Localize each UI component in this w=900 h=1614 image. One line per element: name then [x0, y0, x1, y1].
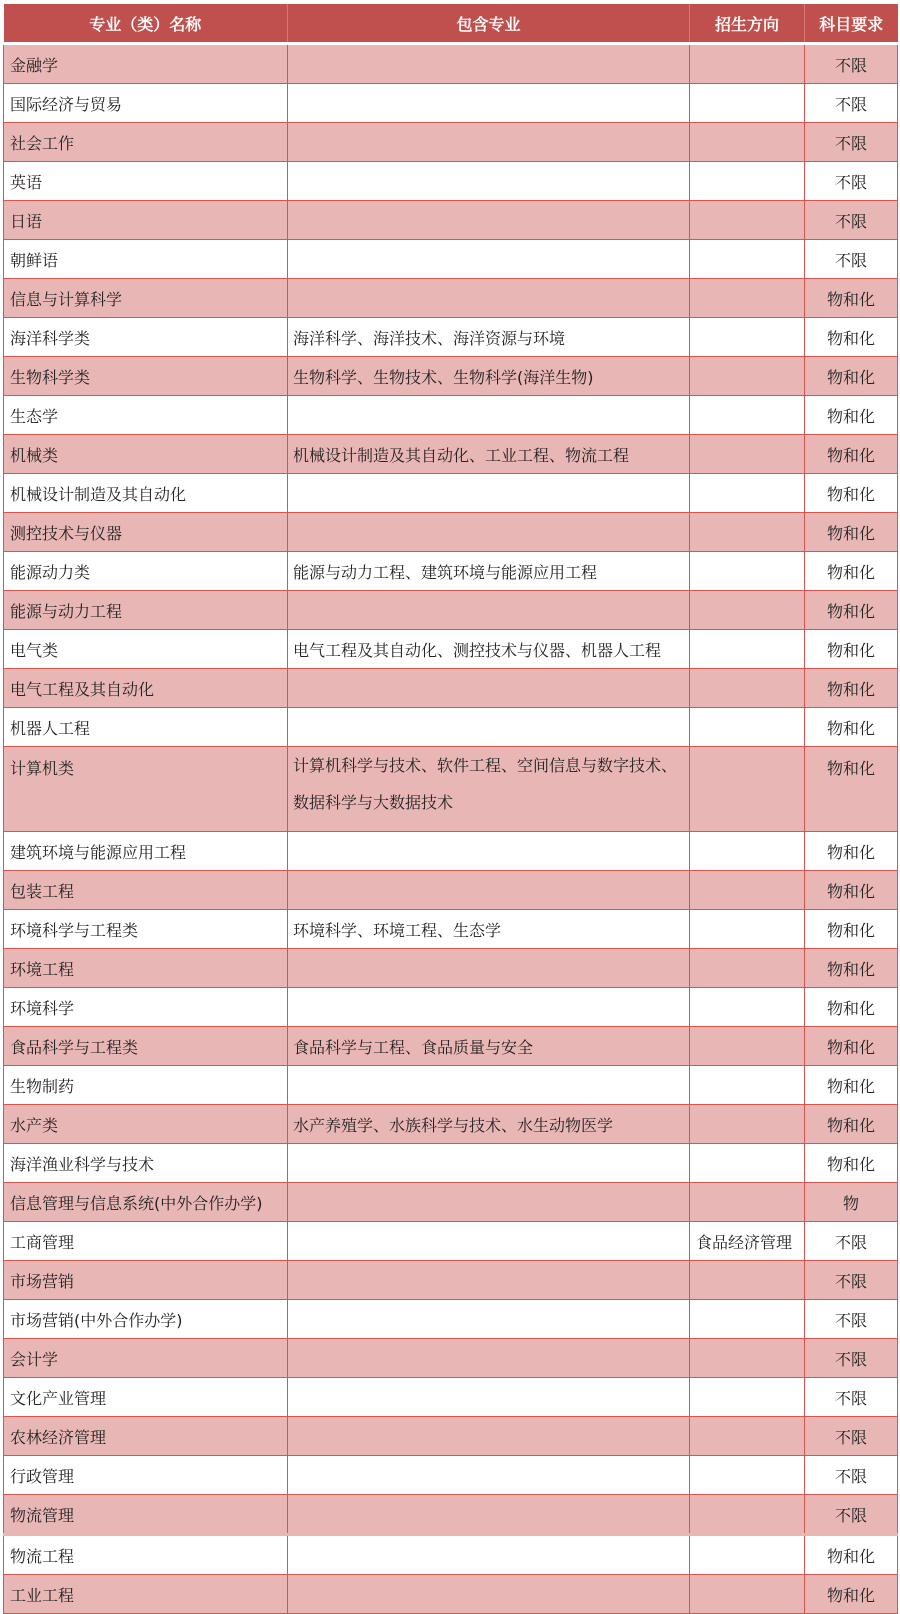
major-name-cell: 朝鲜语 [4, 240, 288, 279]
major-name-cell: 市场营销 [4, 1261, 288, 1300]
included-majors-cell [288, 988, 690, 1027]
included-majors-cell [288, 871, 690, 910]
enrollment-direction-cell [690, 1300, 805, 1339]
included-majors-cell: 计算机科学与技术、软件工程、空间信息与数字技术、数据科学与大数据技术 [288, 747, 690, 832]
major-name-cell: 英语 [4, 162, 288, 201]
subject-requirement-cell: 物和化 [805, 1144, 898, 1183]
subject-requirement-cell: 物和化 [805, 552, 898, 591]
enrollment-direction-cell [690, 1183, 805, 1222]
included-majors-cell [288, 44, 690, 84]
subject-requirement-cell: 不限 [805, 1378, 898, 1417]
major-name-cell: 包装工程 [4, 871, 288, 910]
included-majors-cell [288, 1261, 690, 1300]
enrollment-direction-cell [690, 630, 805, 669]
subject-requirement-cell: 物和化 [805, 318, 898, 357]
subject-requirement-cell: 物和化 [805, 279, 898, 318]
subject-requirement-cell: 物和化 [805, 747, 898, 832]
subject-requirement-cell: 物和化 [805, 474, 898, 513]
subject-requirement-cell: 不限 [805, 84, 898, 123]
major-name-cell: 电气工程及其自动化 [4, 669, 288, 708]
enrollment-direction-cell [690, 1575, 805, 1614]
major-name-cell: 工商管理 [4, 1222, 288, 1261]
major-name-cell: 建筑环境与能源应用工程 [4, 832, 288, 871]
subject-requirement-cell: 物和化 [805, 871, 898, 910]
major-name-cell: 能源动力类 [4, 552, 288, 591]
major-name-cell: 环境科学与工程类 [4, 910, 288, 949]
included-majors-cell [288, 1535, 690, 1575]
table-row [4, 832, 898, 871]
table-row [4, 1222, 898, 1261]
table-row [4, 1066, 898, 1105]
included-majors-cell [288, 240, 690, 279]
table-row [4, 123, 898, 162]
major-name-cell: 生物制药 [4, 1066, 288, 1105]
subject-requirement-cell: 不限 [805, 123, 898, 162]
table-row [4, 871, 898, 910]
subject-requirement-cell: 物 [805, 1183, 898, 1222]
table-row [4, 1495, 898, 1535]
subject-requirement-cell: 不限 [805, 1495, 898, 1535]
table-row [4, 591, 898, 630]
major-name-cell: 日语 [4, 201, 288, 240]
table-row [4, 1456, 898, 1495]
enrollment-direction-cell [690, 1105, 805, 1144]
subject-requirement-cell: 物和化 [805, 1535, 898, 1575]
subject-requirement-cell: 不限 [805, 44, 898, 84]
table-row [4, 435, 898, 474]
major-name-cell: 测控技术与仪器 [4, 513, 288, 552]
table-row [4, 1105, 898, 1144]
table-row [4, 318, 898, 357]
enrollment-direction-cell [690, 44, 805, 84]
major-name-cell: 机械类 [4, 435, 288, 474]
subject-requirement-cell: 物和化 [805, 396, 898, 435]
table-row [4, 669, 898, 708]
table-row [4, 1183, 898, 1222]
enrollment-direction-cell [690, 1066, 805, 1105]
subject-requirement-cell: 物和化 [805, 513, 898, 552]
included-majors-cell [288, 162, 690, 201]
table-row [4, 357, 898, 396]
table-row [4, 279, 898, 318]
included-majors-cell [288, 84, 690, 123]
subject-requirement-cell: 物和化 [805, 1105, 898, 1144]
enrollment-direction-cell [690, 910, 805, 949]
included-majors-cell [288, 396, 690, 435]
included-majors-cell [288, 123, 690, 162]
enrollment-direction-cell [690, 201, 805, 240]
included-majors-cell: 生物科学、生物技术、生物科学(海洋生物) [288, 357, 690, 396]
major-name-cell: 行政管理 [4, 1456, 288, 1495]
subject-requirement-cell: 不限 [805, 162, 898, 201]
included-majors-cell [288, 1456, 690, 1495]
major-name-cell: 水产类 [4, 1105, 288, 1144]
header-row [4, 4, 898, 44]
enrollment-direction-cell [690, 1378, 805, 1417]
major-name-cell: 机械设计制造及其自动化 [4, 474, 288, 513]
included-majors-cell [288, 708, 690, 747]
included-majors-cell [288, 1066, 690, 1105]
included-majors-cell [288, 1495, 690, 1535]
included-majors-cell [288, 279, 690, 318]
enrollment-direction-cell [690, 1535, 805, 1575]
enrollment-direction-cell [690, 474, 805, 513]
table-row [4, 1339, 898, 1378]
table-row [4, 1144, 898, 1183]
major-name-cell: 金融学 [4, 44, 288, 84]
enrollment-direction-cell [690, 279, 805, 318]
enrollment-direction-cell [690, 1495, 805, 1535]
included-majors-cell: 食品科学与工程、食品质量与安全 [288, 1027, 690, 1066]
major-name-cell: 环境科学 [4, 988, 288, 1027]
header-name: 专业（类）名称 [4, 4, 288, 44]
included-majors-cell: 机械设计制造及其自动化、工业工程、物流工程 [288, 435, 690, 474]
table-row [4, 84, 898, 123]
subject-requirement-cell: 物和化 [805, 1027, 898, 1066]
enrollment-direction-cell [690, 1417, 805, 1456]
enrollment-direction-cell [690, 832, 805, 871]
included-majors-cell [288, 832, 690, 871]
included-majors-cell [288, 513, 690, 552]
major-name-cell: 电气类 [4, 630, 288, 669]
major-name-cell: 物流工程 [4, 1535, 288, 1575]
table-row [4, 474, 898, 513]
enrollment-direction-cell [690, 240, 805, 279]
header-requirement: 科目要求 [805, 4, 898, 44]
subject-requirement-cell: 物和化 [805, 832, 898, 871]
enrollment-direction-cell [690, 949, 805, 988]
enrollment-direction-cell [690, 396, 805, 435]
enrollment-direction-cell: 食品经济管理 [690, 1222, 805, 1261]
subject-requirement-cell: 不限 [805, 1456, 898, 1495]
included-majors-cell [288, 669, 690, 708]
table-row [4, 396, 898, 435]
major-name-cell: 工业工程 [4, 1575, 288, 1614]
table-row [4, 1417, 898, 1456]
enrollment-direction-cell [690, 84, 805, 123]
subject-requirement-cell: 物和化 [805, 949, 898, 988]
included-majors-cell [288, 1144, 690, 1183]
major-name-cell: 能源与动力工程 [4, 591, 288, 630]
subject-requirement-cell: 不限 [805, 1261, 898, 1300]
enrollment-direction-cell [690, 552, 805, 591]
subject-requirement-cell: 不限 [805, 1222, 898, 1261]
major-name-cell: 信息管理与信息系统(中外合作办学) [4, 1183, 288, 1222]
major-name-cell: 文化产业管理 [4, 1378, 288, 1417]
subject-requirement-cell: 物和化 [805, 708, 898, 747]
subject-requirement-cell: 不限 [805, 1339, 898, 1378]
table-row [4, 1261, 898, 1300]
major-name-cell: 海洋科学类 [4, 318, 288, 357]
included-majors-cell [288, 1339, 690, 1378]
enrollment-direction-cell [690, 1261, 805, 1300]
major-name-cell: 环境工程 [4, 949, 288, 988]
major-name-cell: 计算机类 [4, 747, 288, 832]
enrollment-direction-cell [690, 669, 805, 708]
table-row [4, 44, 898, 84]
subject-requirement-cell: 不限 [805, 1417, 898, 1456]
majors-table [3, 4, 898, 1614]
included-majors-cell: 环境科学、环境工程、生态学 [288, 910, 690, 949]
table-row [4, 910, 898, 949]
subject-requirement-cell: 物和化 [805, 988, 898, 1027]
included-majors-cell [288, 201, 690, 240]
included-majors-cell: 水产养殖学、水族科学与技术、水生动物医学 [288, 1105, 690, 1144]
major-name-cell: 会计学 [4, 1339, 288, 1378]
included-majors-cell: 电气工程及其自动化、测控技术与仪器、机器人工程 [288, 630, 690, 669]
table-row [4, 1535, 898, 1575]
table-row [4, 1575, 898, 1614]
major-name-cell: 物流管理 [4, 1495, 288, 1535]
table-body [4, 44, 898, 1614]
subject-requirement-cell: 物和化 [805, 357, 898, 396]
major-name-cell: 农林经济管理 [4, 1417, 288, 1456]
enrollment-direction-cell [690, 123, 805, 162]
included-majors-cell: 海洋科学、海洋技术、海洋资源与环境 [288, 318, 690, 357]
subject-requirement-cell: 物和化 [805, 910, 898, 949]
major-name-cell: 机器人工程 [4, 708, 288, 747]
table-row [4, 513, 898, 552]
included-majors-cell [288, 1300, 690, 1339]
enrollment-direction-cell [690, 318, 805, 357]
enrollment-direction-cell [690, 1144, 805, 1183]
included-majors-cell [288, 1378, 690, 1417]
enrollment-direction-cell [690, 988, 805, 1027]
header-direction: 招生方向 [690, 4, 805, 44]
table-row [4, 240, 898, 279]
major-name-cell: 海洋渔业科学与技术 [4, 1144, 288, 1183]
enrollment-direction-cell [690, 357, 805, 396]
major-name-cell: 市场营销(中外合作办学) [4, 1300, 288, 1339]
subject-requirement-cell: 不限 [805, 240, 898, 279]
table-row [4, 201, 898, 240]
major-name-cell: 国际经济与贸易 [4, 84, 288, 123]
included-majors-cell [288, 1183, 690, 1222]
subject-requirement-cell: 物和化 [805, 1575, 898, 1614]
subject-requirement-cell: 不限 [805, 1300, 898, 1339]
included-majors-cell [288, 949, 690, 988]
table-row [4, 949, 898, 988]
major-name-cell: 食品科学与工程类 [4, 1027, 288, 1066]
enrollment-direction-cell [690, 708, 805, 747]
table-row [4, 1027, 898, 1066]
subject-requirement-cell: 物和化 [805, 591, 898, 630]
included-majors-cell [288, 1417, 690, 1456]
major-name-cell: 社会工作 [4, 123, 288, 162]
enrollment-direction-cell [690, 435, 805, 474]
enrollment-direction-cell [690, 162, 805, 201]
included-majors-cell [288, 1575, 690, 1614]
table-row [4, 630, 898, 669]
included-majors-cell [288, 474, 690, 513]
enrollment-direction-cell [690, 1456, 805, 1495]
enrollment-direction-cell [690, 747, 805, 832]
table-row [4, 708, 898, 747]
table-row [4, 552, 898, 591]
major-name-cell: 信息与计算科学 [4, 279, 288, 318]
enrollment-direction-cell [690, 513, 805, 552]
subject-requirement-cell: 不限 [805, 201, 898, 240]
subject-requirement-cell: 物和化 [805, 630, 898, 669]
enrollment-direction-cell [690, 1027, 805, 1066]
major-name-cell: 生态学 [4, 396, 288, 435]
enrollment-direction-cell [690, 871, 805, 910]
included-majors-cell [288, 1222, 690, 1261]
included-majors-cell: 能源与动力工程、建筑环境与能源应用工程 [288, 552, 690, 591]
included-majors-cell [288, 591, 690, 630]
table-row [4, 988, 898, 1027]
subject-requirement-cell: 物和化 [805, 1066, 898, 1105]
table-row [4, 747, 898, 832]
enrollment-direction-cell [690, 1339, 805, 1378]
table-row [4, 162, 898, 201]
subject-requirement-cell: 物和化 [805, 669, 898, 708]
major-name-cell: 生物科学类 [4, 357, 288, 396]
subject-requirement-cell: 物和化 [805, 435, 898, 474]
table-row [4, 1378, 898, 1417]
table-row [4, 1300, 898, 1339]
enrollment-direction-cell [690, 591, 805, 630]
header-includes: 包含专业 [288, 4, 690, 44]
